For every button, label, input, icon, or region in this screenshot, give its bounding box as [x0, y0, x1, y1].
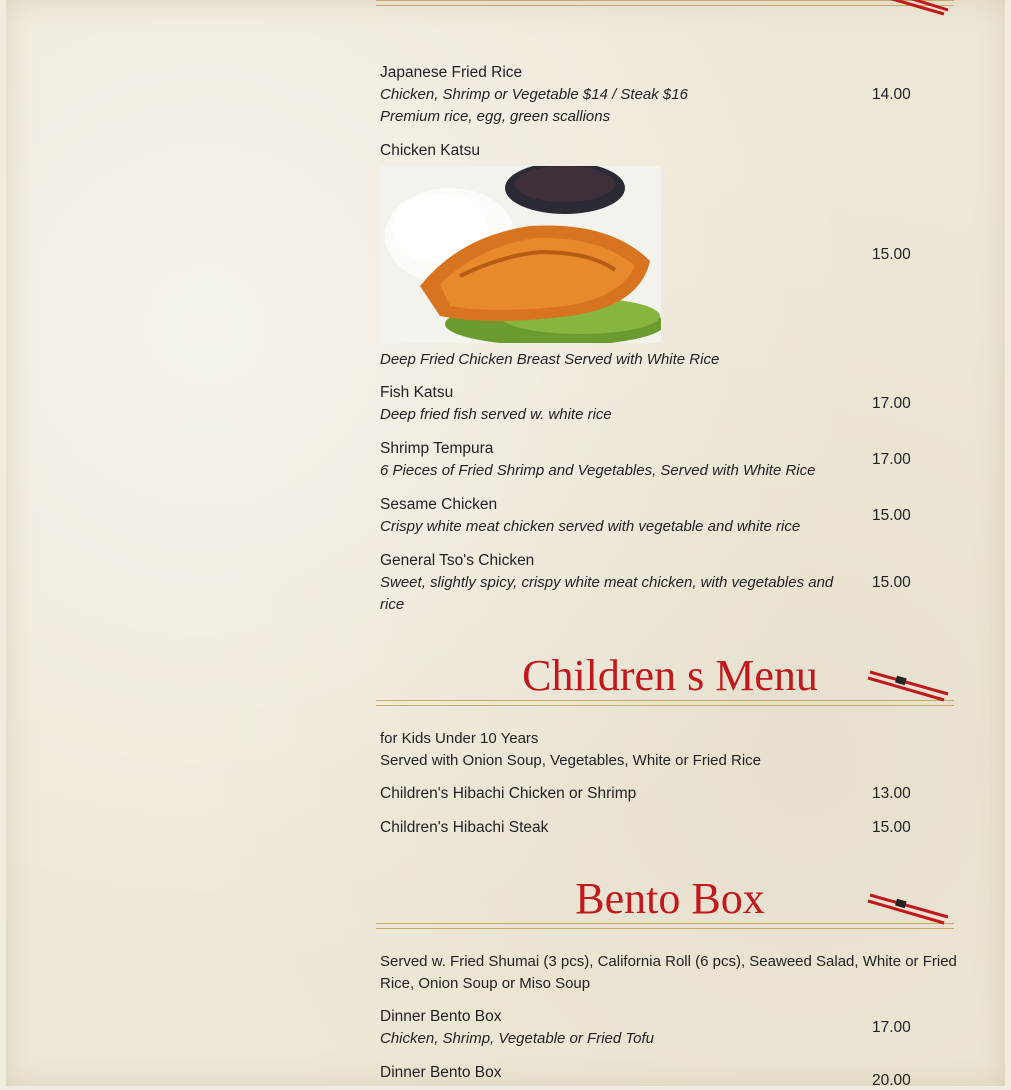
section-title-children: Children s Menu: [522, 651, 818, 700]
item-price: 15.00: [872, 246, 911, 263]
item-desc: Deep fried fish served w. white rice: [380, 406, 612, 423]
item-name: Dinner Bento Box: [380, 1008, 502, 1025]
item-price: 15.00: [872, 819, 911, 836]
menu-item-chicken-katsu: [380, 140, 960, 162]
item-name: Japanese Fried Rice: [380, 64, 523, 81]
item-desc: Deep Fried Chicken Breast Served with White Rice: [380, 351, 720, 368]
children-note: for Kids Under 10 Years: [380, 730, 539, 747]
item-price: 20.00: [872, 1072, 911, 1089]
item-name: Fish Katsu: [380, 384, 454, 401]
children-note: Served with Onion Soup, Vegetables, White or Fried Rice: [380, 752, 762, 769]
chopsticks-icon: [866, 0, 952, 16]
item-price: 17.00: [872, 451, 911, 468]
chopsticks-icon: [866, 891, 952, 927]
item-desc: Crispy white meat chicken served with vegetable and white rice: [380, 518, 801, 535]
item-desc: Premium rice, egg, green scallions: [380, 108, 611, 125]
chicken-katsu-photo: [380, 166, 661, 343]
item-desc: Chicken, Shrimp, Vegetable or Fried Tofu: [380, 1030, 655, 1047]
item-price: 15.00: [872, 574, 911, 591]
item-name: Children's Hibachi Steak: [380, 819, 549, 836]
item-name: Sesame Chicken: [380, 496, 498, 513]
section-title-bento: Bento Box: [575, 874, 765, 923]
chopsticks-icon: [866, 668, 952, 704]
item-price: 14.00: [872, 86, 911, 103]
item-price: 17.00: [872, 1019, 911, 1036]
item-name: Shrimp Tempura: [380, 440, 494, 457]
bento-note: Served w. Fried Shumai (3 pcs), California Roll (6 pcs), Seaweed Salad, White or Fried Rice, Onion Soup or Miso Soup: [380, 953, 957, 992]
item-price: 15.00: [872, 507, 911, 524]
item-name: Dinner Bento Box: [380, 1064, 502, 1081]
item-price: 17.00: [872, 395, 911, 412]
item-price: 13.00: [872, 785, 911, 802]
item-desc: Chicken, Shrimp or Vegetable $14 / Steak $16: [380, 86, 688, 103]
menu-item-general-tso: [380, 550, 850, 616]
chicken-katsu-desc: [380, 349, 960, 371]
item-desc: Sweet, slightly spicy, crispy white meat chicken, with vegetables and rice: [380, 574, 834, 613]
item-name: Chicken Katsu: [380, 142, 480, 159]
item-desc: 6 Pieces of Fried Shrimp and Vegetables, Served with White Rice: [380, 462, 816, 479]
item-name: General Tso's Chicken: [380, 552, 535, 569]
item-name: Children's Hibachi Chicken or Shrimp: [380, 785, 637, 802]
